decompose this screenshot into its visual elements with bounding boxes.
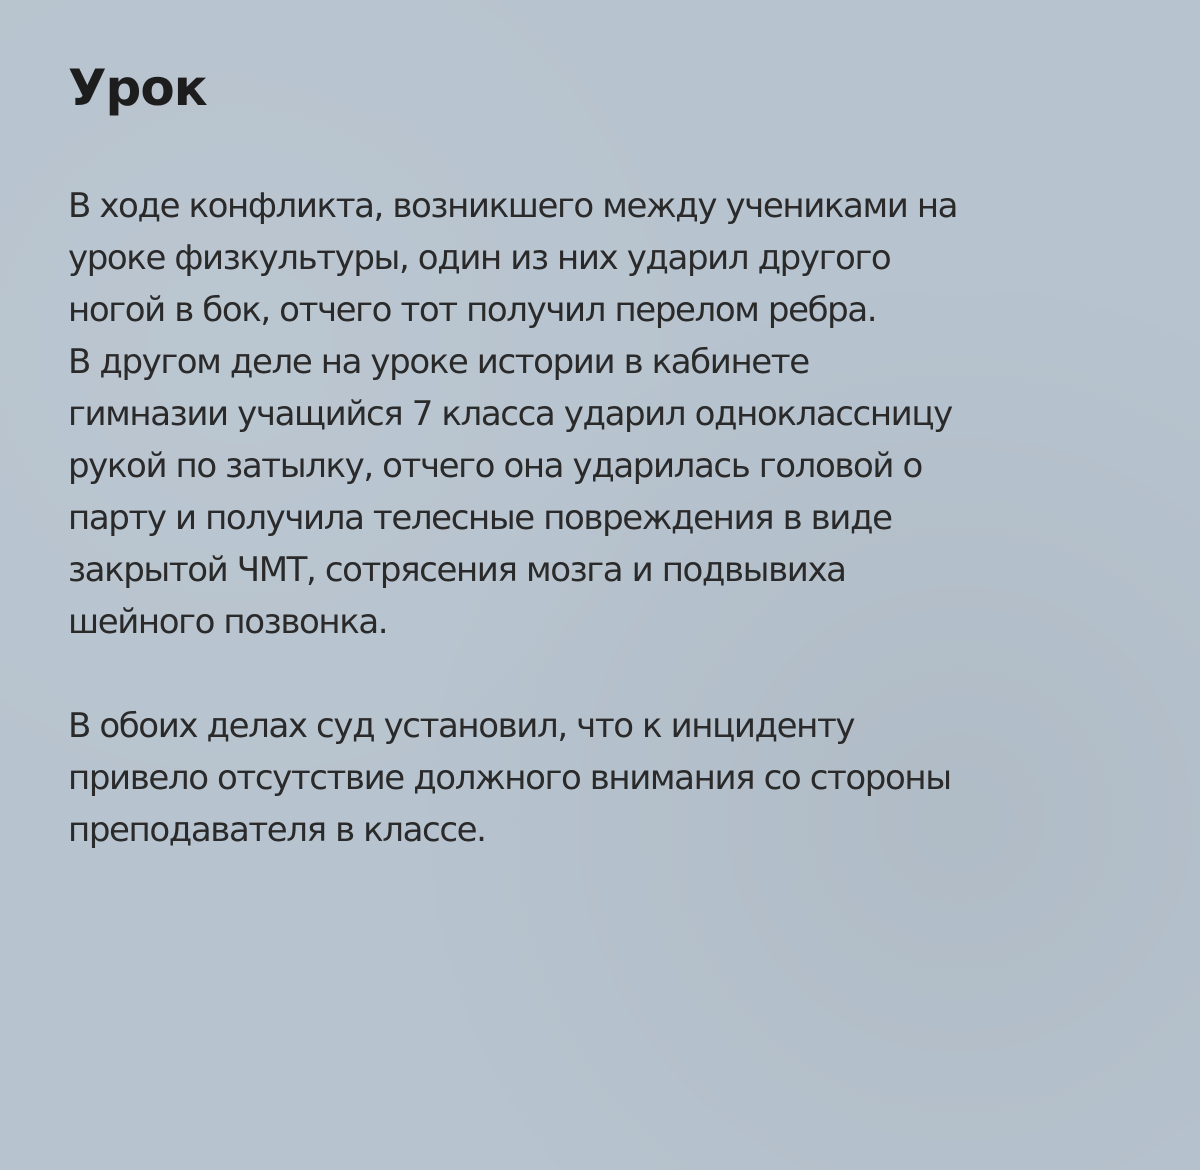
- text-line: шейного позвонка.: [68, 602, 388, 642]
- paragraph-court-conclusion: [68, 700, 1132, 856]
- paragraph-spacer: [68, 648, 1132, 700]
- text-line: гимназии учащийся 7 класса ударил одноклассницу: [68, 394, 952, 434]
- text-line: уроке физкультуры, один из них ударил другого: [68, 238, 891, 278]
- text-line: В обоих делах суд установил, что к инциденту: [68, 706, 855, 746]
- paragraph-history-lesson: [68, 336, 1132, 648]
- text-line: В ходе конфликта, возникшего между учениками на: [68, 186, 958, 226]
- text-line: ногой в бок, отчего тот получил перелом ребра.: [68, 290, 877, 330]
- text-line: преподавателя в классе.: [68, 810, 486, 850]
- page-title: Урок: [68, 59, 207, 117]
- text-line: закрытой ЧМТ, сотрясения мозга и подвывиха: [68, 550, 846, 590]
- text-line: рукой по затылку, отчего она ударилась головой о: [68, 446, 922, 486]
- article-body: [68, 180, 1132, 856]
- text-line: В другом деле на уроке истории в кабинете: [68, 342, 809, 382]
- paragraph-pe-lesson: [68, 180, 1132, 336]
- text-line: привело отсутствие должного внимания со стороны: [68, 758, 951, 798]
- text-line: парту и получила телесные повреждения в виде: [68, 498, 892, 538]
